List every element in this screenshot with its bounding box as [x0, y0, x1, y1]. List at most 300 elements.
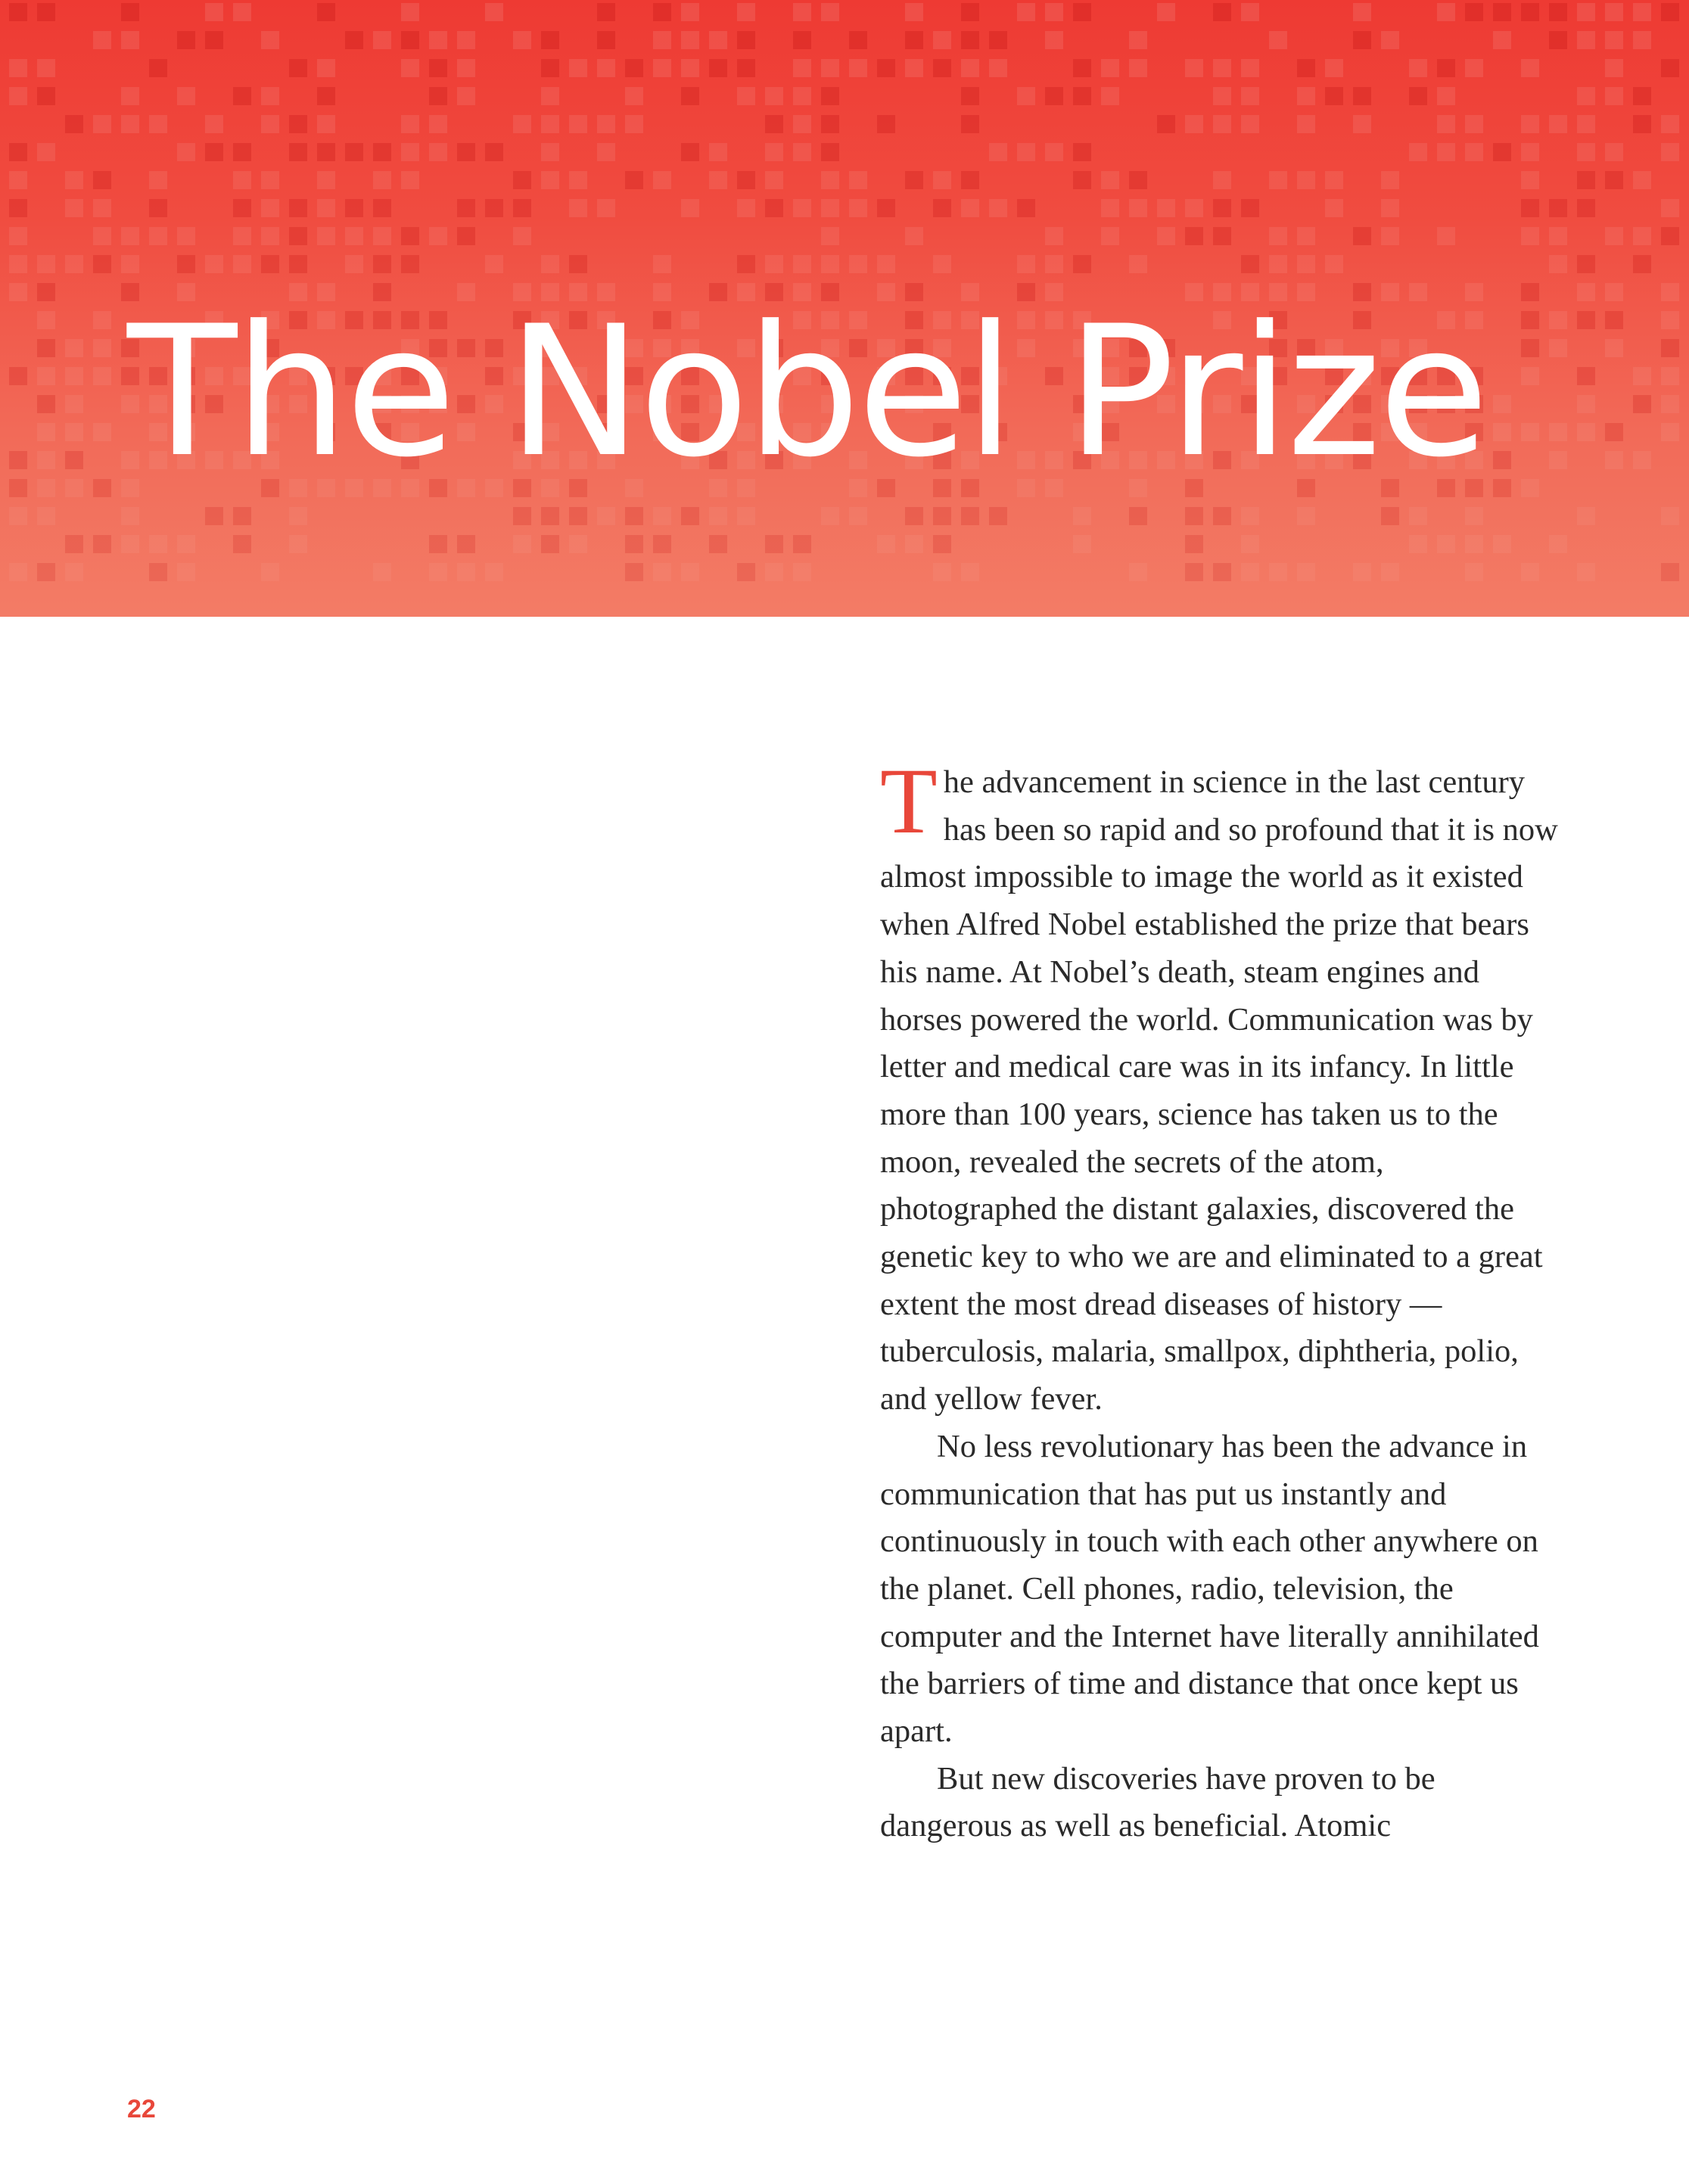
pattern-square [1549, 31, 1567, 49]
pattern-square [1577, 507, 1595, 525]
pattern-square [1185, 507, 1203, 525]
pattern-square [37, 423, 55, 441]
pattern-square [233, 535, 251, 553]
pattern-square [1297, 59, 1315, 77]
pattern-square [1577, 367, 1595, 385]
pattern-square [457, 227, 475, 245]
pattern-square [1437, 115, 1455, 133]
pattern-square [149, 115, 167, 133]
pattern-square [961, 87, 979, 105]
pattern-square [821, 227, 839, 245]
pattern-square [121, 507, 139, 525]
pattern-square [1325, 199, 1343, 217]
pattern-square [569, 115, 587, 133]
pattern-square [1521, 367, 1539, 385]
pattern-square [1325, 171, 1343, 189]
pattern-square [65, 339, 83, 357]
pattern-square [1437, 3, 1455, 21]
pattern-square [1213, 59, 1231, 77]
pattern-square [65, 199, 83, 217]
pattern-square [933, 507, 951, 525]
pattern-square [1129, 31, 1147, 49]
pattern-square [1549, 255, 1567, 273]
pattern-square [289, 507, 307, 525]
pattern-square [1241, 563, 1259, 581]
pattern-square [1605, 171, 1623, 189]
pattern-square [1633, 87, 1651, 105]
pattern-square [429, 535, 447, 553]
pattern-square [1521, 59, 1539, 77]
pattern-square [821, 3, 839, 21]
pattern-square [765, 199, 783, 217]
pattern-square [1437, 59, 1455, 77]
pattern-square [1549, 115, 1567, 133]
pattern-square [1661, 227, 1679, 245]
pattern-square [1409, 507, 1427, 525]
pattern-square [1521, 423, 1539, 441]
pattern-square [513, 199, 531, 217]
pattern-square [625, 535, 643, 553]
pattern-square [1101, 87, 1119, 105]
pattern-square [1633, 451, 1651, 469]
pattern-square [765, 535, 783, 553]
pattern-square [1605, 227, 1623, 245]
pattern-square [457, 199, 475, 217]
pattern-square [1409, 143, 1427, 161]
pattern-square [541, 59, 559, 77]
pattern-square [569, 255, 587, 273]
pattern-square [1157, 227, 1175, 245]
pattern-square [401, 255, 419, 273]
pattern-square [1017, 255, 1035, 273]
pattern-square [1241, 255, 1259, 273]
pattern-square [793, 143, 811, 161]
pattern-square [1129, 199, 1147, 217]
pattern-square [1017, 3, 1035, 21]
pattern-square [485, 143, 503, 161]
pattern-square [9, 479, 27, 497]
pattern-square [1661, 563, 1679, 581]
pattern-square [1437, 143, 1455, 161]
pattern-square [401, 171, 419, 189]
pattern-square [765, 563, 783, 581]
pattern-square [401, 115, 419, 133]
pattern-square [1633, 3, 1651, 21]
pattern-square [821, 199, 839, 217]
pattern-square [1661, 59, 1679, 77]
pattern-square [653, 3, 671, 21]
pattern-square [9, 283, 27, 301]
pattern-square [681, 507, 699, 525]
pattern-square [429, 31, 447, 49]
pattern-square [1073, 59, 1091, 77]
pattern-square [457, 563, 475, 581]
pattern-square [849, 199, 867, 217]
pattern-square [1045, 255, 1063, 273]
pattern-square [401, 3, 419, 21]
pattern-square [849, 507, 867, 525]
pattern-square [1045, 3, 1063, 21]
pattern-square [485, 199, 503, 217]
pattern-square [905, 507, 923, 525]
pattern-square [933, 255, 951, 273]
pattern-square [849, 31, 867, 49]
pattern-square [989, 59, 1007, 77]
pattern-square [961, 563, 979, 581]
pattern-square [1577, 311, 1595, 329]
pattern-square [233, 3, 251, 21]
drop-cap: T [880, 749, 938, 853]
pattern-square [317, 59, 335, 77]
pattern-square [37, 311, 55, 329]
pattern-square [793, 255, 811, 273]
pattern-square [149, 227, 167, 245]
pattern-square [541, 535, 559, 553]
pattern-square [541, 115, 559, 133]
pattern-square [1437, 535, 1455, 553]
pattern-square [1465, 563, 1483, 581]
pattern-square [345, 227, 363, 245]
pattern-square [177, 143, 195, 161]
pattern-square [1577, 395, 1595, 413]
pattern-square [1297, 507, 1315, 525]
pattern-square [653, 535, 671, 553]
pattern-square [541, 31, 559, 49]
pattern-square [373, 227, 391, 245]
pattern-square [1521, 115, 1539, 133]
pattern-square [1353, 227, 1371, 245]
pattern-square [93, 171, 111, 189]
pattern-square [233, 507, 251, 525]
pattern-square [93, 311, 111, 329]
pattern-square [1577, 423, 1595, 441]
pattern-square [1269, 31, 1287, 49]
pattern-square [737, 31, 755, 49]
pattern-square [373, 199, 391, 217]
pattern-square [373, 563, 391, 581]
pattern-square [1129, 255, 1147, 273]
pattern-square [1577, 283, 1595, 301]
pattern-square [1493, 3, 1511, 21]
pattern-square [1465, 115, 1483, 133]
pattern-square [569, 59, 587, 77]
pattern-square [1213, 227, 1231, 245]
pattern-square [37, 255, 55, 273]
pattern-square [1661, 367, 1679, 385]
pattern-square [597, 199, 615, 217]
pattern-square [905, 227, 923, 245]
pattern-square [205, 143, 223, 161]
pattern-square [1661, 199, 1679, 217]
pattern-square [1437, 87, 1455, 105]
pattern-square [625, 59, 643, 77]
pattern-square [65, 479, 83, 497]
pattern-square [1185, 563, 1203, 581]
pattern-square [653, 255, 671, 273]
pattern-square [737, 199, 755, 217]
pattern-square [205, 255, 223, 273]
pattern-square [1381, 199, 1399, 217]
pattern-square [737, 563, 755, 581]
pattern-square [597, 143, 615, 161]
pattern-square [737, 87, 755, 105]
pattern-square [1633, 31, 1651, 49]
pattern-square [1521, 283, 1539, 301]
pattern-square [1409, 59, 1427, 77]
pattern-square [1241, 115, 1259, 133]
pattern-square [709, 507, 727, 525]
pattern-square [1577, 115, 1595, 133]
pattern-square [1297, 115, 1315, 133]
pattern-square [233, 199, 251, 217]
pattern-square [1577, 563, 1595, 581]
pattern-square [1493, 451, 1511, 469]
pattern-square [233, 143, 251, 161]
pattern-square [1241, 535, 1259, 553]
paragraph [880, 749, 1561, 1423]
pattern-square [9, 143, 27, 161]
pattern-square [1073, 3, 1091, 21]
pattern-square [1465, 59, 1483, 77]
pattern-square [933, 59, 951, 77]
pattern-square [1269, 563, 1287, 581]
pattern-square [1493, 423, 1511, 441]
pattern-square [877, 199, 895, 217]
pattern-square [653, 59, 671, 77]
pattern-square [877, 59, 895, 77]
pattern-square [429, 227, 447, 245]
pattern-square [1577, 31, 1595, 49]
pattern-square [849, 255, 867, 273]
pattern-square [65, 367, 83, 385]
paragraph-text: he advancement in science in the last century has been so rapid and so profound that it is now almost impossible to image the world as it existed when Alfred Nobel established the prize that bears his name. At Nobel’s death, steam engines and horses powered the world. Communication was by letter and medical care was in its infancy. In little more than 100 years, science has taken us to the moon, revealed the secrets of the atom, photographed the distant galaxies, discovered the genetic key to who we are and eliminated to a great extent the most dread diseases of history — tuberculosis, malaria, smallpox, diphtheria, polio, and yellow fever. [880, 764, 1558, 1417]
pattern-square [485, 3, 503, 21]
pattern-square [681, 199, 699, 217]
pattern-square [1521, 563, 1539, 581]
pattern-square [93, 199, 111, 217]
pattern-square [373, 171, 391, 189]
pattern-square [569, 199, 587, 217]
pattern-square [1045, 87, 1063, 105]
pattern-square [569, 171, 587, 189]
pattern-square [177, 87, 195, 105]
pattern-square [961, 31, 979, 49]
pattern-square [1185, 535, 1203, 553]
pattern-square [765, 143, 783, 161]
pattern-square [261, 115, 279, 133]
pattern-square [1493, 143, 1511, 161]
pattern-square [1353, 115, 1371, 133]
pattern-square [1129, 171, 1147, 189]
pattern-square [569, 535, 587, 553]
pattern-square [933, 535, 951, 553]
pattern-square [1493, 31, 1511, 49]
pattern-square [457, 143, 475, 161]
pattern-square [1521, 199, 1539, 217]
pattern-square [149, 199, 167, 217]
pattern-square [261, 199, 279, 217]
pattern-square [317, 115, 335, 133]
pattern-square [513, 507, 531, 525]
pattern-square [1661, 423, 1679, 441]
pattern-square [1465, 143, 1483, 161]
pattern-square [597, 115, 615, 133]
pattern-square [1577, 143, 1595, 161]
pattern-square [793, 87, 811, 105]
pattern-square [1549, 339, 1567, 357]
pattern-square [793, 115, 811, 133]
pattern-square [261, 255, 279, 273]
pattern-square [1297, 255, 1315, 273]
pattern-square [37, 59, 55, 77]
article-body [880, 749, 1561, 1850]
pattern-square [905, 31, 923, 49]
pattern-square [37, 479, 55, 497]
pattern-square [1297, 563, 1315, 581]
pattern-square [849, 171, 867, 189]
pattern-square [37, 367, 55, 385]
pattern-square [1465, 3, 1483, 21]
pattern-square [233, 171, 251, 189]
pattern-square [345, 199, 363, 217]
pattern-square [1605, 143, 1623, 161]
pattern-square [373, 255, 391, 273]
pattern-square [625, 87, 643, 105]
pattern-square [1605, 87, 1623, 105]
pattern-square [9, 563, 27, 581]
pattern-square [821, 59, 839, 77]
pattern-square [1577, 87, 1595, 105]
pattern-square [205, 115, 223, 133]
pattern-square [1577, 171, 1595, 189]
pattern-square [317, 87, 335, 105]
pattern-square [709, 31, 727, 49]
pattern-square [1101, 59, 1119, 77]
pattern-square [541, 143, 559, 161]
pattern-square [1465, 507, 1483, 525]
pattern-square [37, 143, 55, 161]
pattern-square [317, 3, 335, 21]
pattern-square [541, 87, 559, 105]
pattern-square [1101, 171, 1119, 189]
pattern-square [1241, 199, 1259, 217]
pattern-square [429, 87, 447, 105]
pattern-square [1213, 171, 1231, 189]
pattern-square [1353, 563, 1371, 581]
page-title: The Nobel Prize [127, 288, 1486, 497]
pattern-square [93, 479, 111, 497]
pattern-square [1241, 3, 1259, 21]
pattern-square [289, 115, 307, 133]
pattern-square [793, 199, 811, 217]
pattern-square [93, 227, 111, 245]
pattern-square [1269, 255, 1287, 273]
pattern-square [1353, 87, 1371, 105]
pattern-square [681, 143, 699, 161]
pattern-square [1129, 507, 1147, 525]
pattern-square [261, 31, 279, 49]
pattern-square [37, 507, 55, 525]
pattern-square [289, 255, 307, 273]
pattern-square [37, 563, 55, 581]
pattern-square [737, 3, 755, 21]
pattern-square [1493, 535, 1511, 553]
pattern-square [1297, 87, 1315, 105]
pattern-square [1073, 255, 1091, 273]
pattern-square [1493, 479, 1511, 497]
pattern-square [1633, 255, 1651, 273]
pattern-square [961, 3, 979, 21]
pattern-square [1185, 59, 1203, 77]
pattern-square [513, 535, 531, 553]
pattern-square [93, 339, 111, 357]
pattern-square [513, 31, 531, 49]
pattern-square [877, 115, 895, 133]
pattern-square [653, 171, 671, 189]
pattern-square [1577, 199, 1595, 217]
pattern-square [1213, 563, 1231, 581]
pattern-square [1017, 143, 1035, 161]
pattern-square [9, 367, 27, 385]
pattern-square [93, 255, 111, 273]
pattern-square [1633, 115, 1651, 133]
pattern-square [65, 535, 83, 553]
pattern-square [93, 423, 111, 441]
pattern-square [625, 563, 643, 581]
pattern-square [37, 283, 55, 301]
pattern-square [1633, 171, 1651, 189]
pattern-square [9, 171, 27, 189]
pattern-square [1213, 199, 1231, 217]
pattern-square [989, 31, 1007, 49]
pattern-square [429, 143, 447, 161]
pattern-square [457, 87, 475, 105]
pattern-square [849, 59, 867, 77]
pattern-square [1465, 535, 1483, 553]
pattern-square [457, 59, 475, 77]
pattern-square [345, 143, 363, 161]
pattern-square [1409, 535, 1427, 553]
pattern-square [317, 199, 335, 217]
pattern-square [1325, 59, 1343, 77]
pattern-square [9, 451, 27, 469]
pattern-square [65, 451, 83, 469]
pattern-square [485, 563, 503, 581]
pattern-square [1605, 3, 1623, 21]
pattern-square [65, 115, 83, 133]
pattern-square [1157, 199, 1175, 217]
pattern-square [9, 3, 27, 21]
pattern-square [765, 255, 783, 273]
pattern-square [1213, 87, 1231, 105]
pattern-square [9, 227, 27, 245]
pattern-square [1045, 31, 1063, 49]
pattern-square [1605, 451, 1623, 469]
pattern-square [1437, 227, 1455, 245]
pattern-square [1605, 31, 1623, 49]
pattern-square [961, 507, 979, 525]
pattern-square [93, 367, 111, 385]
pattern-square [121, 535, 139, 553]
pattern-square [121, 227, 139, 245]
pattern-square [345, 31, 363, 49]
pattern-square [1241, 507, 1259, 525]
pattern-square [149, 59, 167, 77]
pattern-square [1381, 31, 1399, 49]
pattern-square [373, 31, 391, 49]
pattern-square [737, 255, 755, 273]
pattern-square [1661, 311, 1679, 329]
